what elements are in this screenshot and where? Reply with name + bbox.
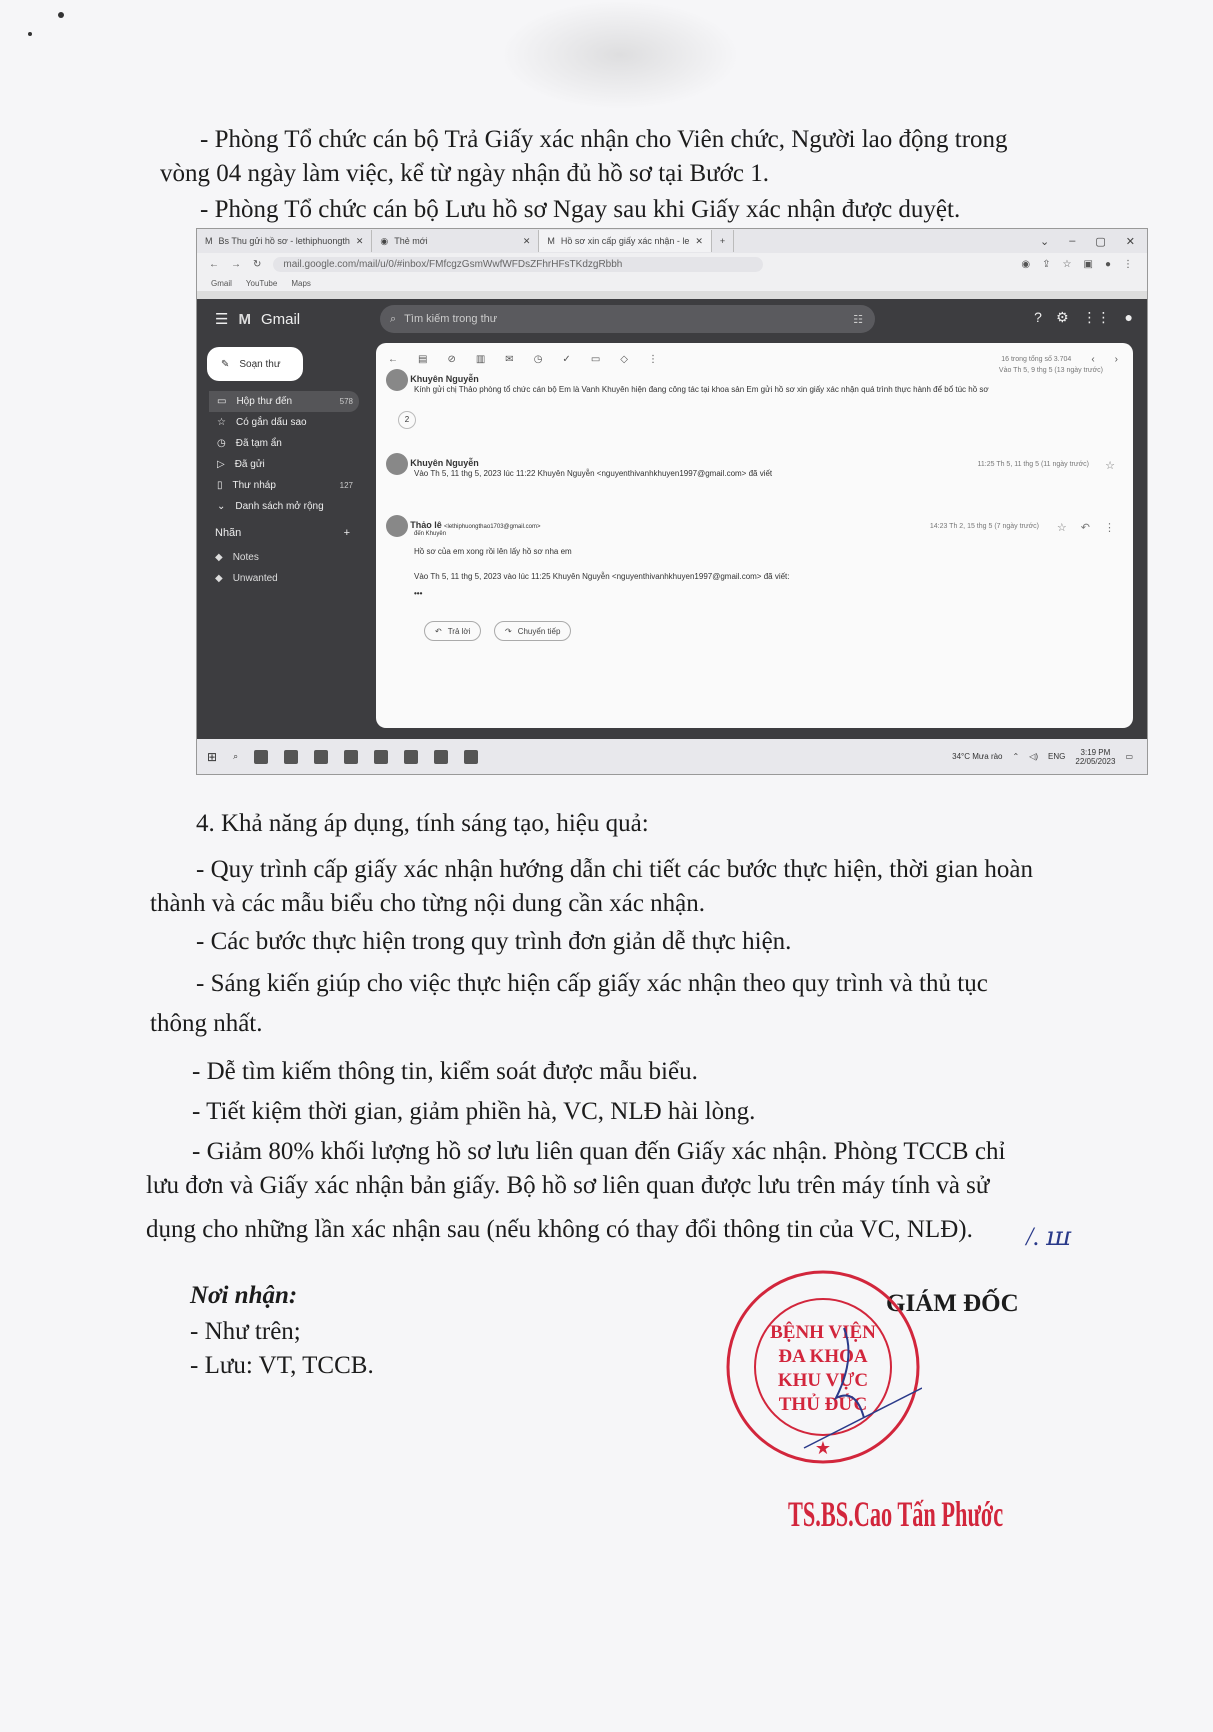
close-icon[interactable]: ✕ (1125, 235, 1135, 248)
star-icon[interactable]: ☆ (1105, 460, 1115, 472)
message-expanded: Thảo lê <lethiphuongthao1703@gmail.com> đến Khuyên Hồ sơ của em xong rồi lên lấy hồ sơ nha em Vào Th 5, 11 thg 5, 2023 vào lúc 11:25 Khuyên Nguyễn <nguyenthivanhkhuyen1997@gmail.com> đã viết: ••• (386, 515, 790, 598)
gmail-header (197, 299, 1147, 339)
task-icon[interactable]: ✓ (562, 353, 571, 365)
label-icon[interactable]: ◇ (620, 353, 628, 365)
sidebar-item-more[interactable]: ⌄ Danh sách mở rộng (217, 501, 324, 512)
sidebar-item-sent[interactable]: ▷ Đã gửi (217, 459, 265, 470)
move-icon[interactable]: ▭ (590, 353, 601, 365)
paragraph-line: vòng 04 ngày làm việc, kể từ ngày nhận đủ hồ sơ tại Bước 1. (160, 160, 769, 187)
app-icon[interactable] (434, 750, 448, 764)
more-icon[interactable]: ⋮ (1104, 522, 1115, 534)
gmail-logo-icon: M (238, 310, 251, 328)
send-icon: ▷ (217, 459, 225, 470)
trash-icon[interactable]: ▥ (475, 353, 486, 365)
avatar (386, 453, 408, 475)
chevron-left-icon[interactable]: ‹ (1091, 353, 1095, 365)
recipients-heading: Nơi nhận: (190, 1282, 298, 1309)
profile-icon[interactable]: ● (1104, 258, 1111, 270)
gmail-favicon-icon: M (205, 236, 213, 246)
scan-smudge (500, 0, 740, 110)
back-icon[interactable]: ← (209, 258, 219, 270)
inbox-icon: ▭ (217, 396, 227, 407)
address-bar (197, 253, 1147, 275)
seal-line: BỆNH VIỆN (770, 1322, 876, 1343)
gear-icon[interactable]: ⚙ (1055, 309, 1069, 325)
recipient-item: - Lưu: VT, TCCB. (190, 1352, 374, 1379)
share-icon[interactable]: ⇪ (1042, 258, 1051, 270)
forward-icon: ↷ (505, 626, 512, 636)
compose-button[interactable]: ✎ Soạn thư (207, 347, 303, 381)
windows-taskbar: ⊞ ⌕ 34°C Mưa rào ⌃ ◁) ENG 3:19 PM 22/05/2023 ▭ (197, 739, 1147, 774)
weather-text[interactable]: 34°C Mưa rào (952, 752, 1003, 761)
reply-icon[interactable]: ↶ (1080, 522, 1090, 534)
paragraph-line: thông nhất. (150, 1010, 263, 1037)
app-name: Gmail (260, 310, 301, 328)
clock-icon: ◷ (217, 438, 226, 449)
seal-star-icon: ★ (814, 1438, 832, 1458)
close-icon[interactable]: ✕ (355, 235, 364, 246)
archive-icon[interactable]: ▤ (418, 353, 428, 365)
paragraph-line: - Các bước thực hiện trong quy trình đơn giản dễ thực hiện. (196, 928, 792, 955)
page-info: 16 trong tổng số 3.704 (1001, 355, 1072, 363)
forward-icon[interactable]: → (231, 258, 241, 270)
windows-start-icon[interactable]: ⊞ (207, 749, 218, 764)
label-item[interactable]: ◆ Unwanted (215, 573, 278, 584)
report-icon[interactable]: ⊘ (447, 353, 456, 365)
label-icon: ◆ (215, 573, 223, 584)
seal-line: ĐA KHOA (778, 1346, 868, 1367)
paragraph-line: - Giảm 80% khối lượng hồ sơ lưu liên quan đến Giấy xác nhận. Phòng TCCB chỉ (192, 1138, 1006, 1165)
gmail-favicon-icon: M (547, 236, 555, 246)
chevron-right-icon[interactable]: › (1114, 353, 1118, 365)
add-label-icon[interactable]: + (343, 527, 350, 539)
chevron-up-icon[interactable]: ⌃ (1012, 752, 1020, 761)
volume-icon[interactable]: ◁) (1029, 752, 1039, 761)
star-icon: ☆ (217, 417, 226, 428)
chrome-icon[interactable] (374, 750, 388, 764)
signer-name: TS.BS.Cao Tấn Phước (788, 1494, 1004, 1534)
paragraph-line: - Tiết kiệm thời gian, giảm phiền hà, VC, NLĐ hài lòng. (192, 1098, 756, 1125)
bookmark-item[interactable]: YouTube (245, 278, 278, 288)
draft-icon: ▯ (217, 480, 223, 491)
pencil-icon: ✎ (221, 358, 230, 370)
bookmark-item[interactable]: Gmail (211, 278, 232, 288)
url-field[interactable]: mail.google.com/mail/u/0/#inbox/FMfcgzGsmWwfWFDsZFhrHFsTKdzgRbbh (273, 257, 763, 272)
bookmark-item[interactable]: Maps (291, 278, 311, 288)
sidebar-item-snoozed[interactable]: ◷ Đã tạm ẩn (217, 438, 282, 449)
paragraph-line: - Phòng Tổ chức cán bộ Trả Giấy xác nhận cho Viên chức, Người lao động trong (200, 126, 1008, 153)
search-input[interactable]: ⌕ Tìm kiếm trong thư ☷ (380, 305, 875, 333)
sidebar-item-starred[interactable]: ☆ Có gắn dấu sao (217, 417, 307, 428)
paragraph-line: lưu đơn và Giấy xác nhận bản giấy. Bộ hồ sơ liên quan được lưu trên máy tính và sử (146, 1172, 990, 1199)
sidebar-item-drafts[interactable]: ▯ Thư nháp 127 (217, 480, 353, 491)
avatar (386, 515, 408, 537)
close-icon[interactable]: ✕ (522, 235, 531, 246)
word-icon[interactable] (314, 750, 328, 764)
explorer-icon[interactable] (284, 750, 298, 764)
chevron-down-icon[interactable]: ⌄ (1040, 235, 1050, 248)
avatar[interactable]: ● (1124, 309, 1133, 325)
mail-icon[interactable]: ✉ (505, 353, 514, 365)
paragraph-line: thành và các mẫu biểu cho từng nội dung cần xác nhận. (150, 890, 706, 917)
recipient-item: - Như trên; (190, 1318, 301, 1345)
initials-mark: /. ꟺ (1026, 1222, 1072, 1251)
message-collapsed[interactable]: Khuyên Nguyễn Kính gửi chị Thảo phòng tổ chức cán bộ Em là Vanh Khuyên hiện đang công tác tại khoa sản Em gửi hồ sơ xin giấy xác nhận quá trình thực hành để bổ túc hồ sơ (386, 369, 1034, 394)
hamburger-icon[interactable]: ☰ (215, 311, 229, 328)
clock[interactable]: 3:19 PM 22/05/2023 (1075, 747, 1116, 766)
avatar (386, 369, 408, 391)
show-trimmed-button[interactable]: ••• (414, 589, 423, 598)
reload-icon[interactable]: ↻ (253, 258, 262, 270)
signature-title: GIÁM ĐỐC (886, 1290, 1019, 1317)
gmail-app (197, 299, 1147, 739)
browser-tab[interactable]: ◉ Thẻ mới ✕ (372, 230, 539, 252)
browser-tab[interactable]: M Hồ sơ xin cấp giấy xác nhận - le ✕ (539, 230, 712, 252)
star-icon[interactable]: ☆ (1062, 258, 1072, 270)
filter-icon[interactable]: ☷ (853, 313, 863, 326)
app-icon[interactable] (404, 750, 418, 764)
bookmarks-bar (197, 275, 1147, 291)
search-icon[interactable]: ⌕ (390, 312, 397, 325)
paragraph-line: - Phòng Tổ chức cán bộ Lưu hồ sơ Ngay sau khi Giấy xác nhận được duyệt. (200, 196, 961, 223)
section-heading: 4. Khả năng áp dụng, tính sáng tạo, hiệu quả: (196, 810, 649, 837)
notification-icon[interactable]: ▭ (1125, 752, 1133, 761)
seal-line: KHU VỰC (777, 1370, 869, 1391)
forward-button[interactable]: ↷ Chuyển tiếp (494, 621, 571, 641)
apps-icon[interactable]: ⋮⋮ (1082, 309, 1111, 325)
close-icon[interactable]: ✕ (695, 235, 703, 246)
paragraph-line: - Sáng kiến giúp cho việc thực hiện cấp giấy xác nhận theo quy trình và thủ tục (196, 970, 988, 997)
paragraph-line: dụng cho những lần xác nhận sau (nếu không có thay đổi thông tin của VC, NLĐ). (146, 1216, 973, 1243)
message-collapsed[interactable]: Khuyên Nguyễn Vào Th 5, 11 thg 5, 2023 lúc 11:22 Khuyên Nguyễn <nguyenthivanhkhuyen1997@gmail.com> đã viết (386, 453, 772, 478)
taskview-icon[interactable] (254, 750, 268, 764)
seal-line: THỦ ĐỨC (778, 1394, 868, 1415)
paragraph-line: - Dễ tìm kiếm thông tin, kiểm soát được mẫu biểu. (192, 1058, 698, 1085)
help-icon[interactable]: ? (1034, 309, 1042, 325)
paragraph-line: - Quy trình cấp giấy xác nhận hướng dẫn chi tiết các bước thực hiện, thời gian hoàn (196, 856, 1033, 883)
reply-icon: ↶ (435, 626, 442, 636)
more-icon[interactable]: ⋮ (647, 353, 658, 365)
maximize-icon[interactable]: ▢ (1095, 235, 1106, 248)
browser-tabs (197, 229, 1147, 253)
eye-icon[interactable]: ◉ (1021, 258, 1031, 270)
sidebar-item-inbox[interactable]: ▭ Hộp thư đến 578 (209, 391, 359, 412)
minimize-icon[interactable]: – (1069, 234, 1076, 247)
browser-tab[interactable]: M Bs Thu gửi hồ sơ - lethiphuongth ✕ (197, 230, 372, 252)
labels-heading: Nhãn + (215, 527, 350, 539)
label-icon: ◆ (215, 552, 223, 563)
scan-speck (28, 32, 32, 36)
mail-panel: ← ▤ ⊘ ▥ ✉ ◷ ✓ ▭ ◇ ⋮ 16 trong tổng số 3.704 ‹ › Khuyên Nguyễn Kính gửi chị Thảo phòng tổ chức cán bộ Em là Vanh Khuyên hiện đang công tác tại khoa sản Em gửi hồ sơ xin giấy xác nhận quá trình thực hành để bổ túc hồ sơ Vào Th 5, 9 thg 5 (13 ngày trước) 2 Khuyên Nguyễn Vào Th 5, 11 thg 5, 2023 lúc 11:22 Khuyên Nguyễn <nguyenthivanhkhuyen1997@gmail.com> đã viết 11:25 Th 5, 11 thg 5 (11 ngày trước) ☆ Thảo lê <lethiphuongthao1703@gmail.com> đến Khuyên Hồ sơ của em xong rồi lên lấy hồ sơ nha em Vào Th 5, 11 thg 5, 2023 vào lúc 11:25 Khuyên Nguyễn <nguyenthivanhkhuyen1997@gmail.com> đã viết: ••• 14:23 Th 2, 15 thg 5 (7 ngày trước) ☆ ↶ ⋮ ↶ Trả lời ↷ Chuyển tiếp (376, 343, 1133, 728)
menu-icon[interactable]: ⋮ (1123, 258, 1133, 270)
chrome-icon: ◉ (380, 235, 389, 246)
app-icon[interactable] (464, 750, 478, 764)
label-item[interactable]: ◆ Notes (215, 552, 259, 563)
scan-speck (58, 12, 64, 18)
app-icon[interactable] (344, 750, 358, 764)
search-icon[interactable]: ⌕ (233, 751, 239, 761)
sidebar-icon[interactable]: ▣ (1083, 258, 1093, 270)
reply-button[interactable]: ↶ Trả lời (424, 621, 481, 641)
back-icon[interactable]: ← (388, 353, 398, 365)
snooze-icon[interactable]: ◷ (533, 353, 543, 365)
new-tab-button[interactable]: + (712, 230, 734, 252)
star-icon[interactable]: ☆ (1056, 522, 1067, 534)
collapsed-count[interactable]: 2 (398, 411, 416, 429)
chevron-down-icon: ⌄ (217, 501, 226, 512)
sidebar-nav (209, 391, 359, 517)
gmail-screenshot (196, 228, 1148, 775)
official-seal (724, 1268, 922, 1466)
